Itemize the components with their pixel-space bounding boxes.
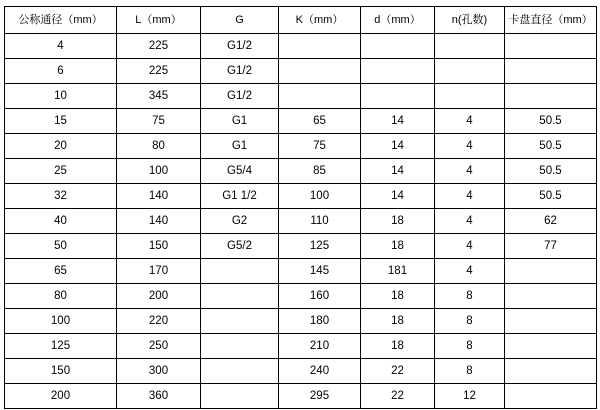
- column-header-flange-diameter: 卡盘直径（mm）: [505, 7, 597, 34]
- cell-nominal-diameter: 25: [5, 159, 117, 184]
- cell-d: 18: [361, 284, 435, 309]
- cell-k: 110: [279, 209, 361, 234]
- cell-k: [279, 34, 361, 59]
- cell-nominal-diameter: 32: [5, 184, 117, 209]
- cell-d: 181: [361, 259, 435, 284]
- table-row: [5, 359, 597, 384]
- cell-thread: G5/2: [201, 234, 279, 259]
- cell-nominal-diameter: 50: [5, 234, 117, 259]
- table-row: [5, 34, 597, 59]
- cell-d: 18: [361, 234, 435, 259]
- cell-k: 100: [279, 184, 361, 209]
- cell-thread: [201, 384, 279, 409]
- cell-k: 180: [279, 309, 361, 334]
- cell-thread: [201, 284, 279, 309]
- cell-nominal-diameter: 15: [5, 109, 117, 134]
- cell-nominal-diameter: 200: [5, 384, 117, 409]
- cell-thread: G2: [201, 209, 279, 234]
- cell-flange-diameter: [505, 334, 597, 359]
- table-row: [5, 134, 597, 159]
- column-header-length: L（mm）: [117, 7, 201, 34]
- cell-flange-diameter: 50.5: [505, 184, 597, 209]
- cell-length: 300: [117, 359, 201, 384]
- cell-d: [361, 84, 435, 109]
- cell-hole-count: 4: [435, 159, 505, 184]
- cell-thread: [201, 334, 279, 359]
- cell-hole-count: 4: [435, 209, 505, 234]
- cell-nominal-diameter: 100: [5, 309, 117, 334]
- cell-k: 75: [279, 134, 361, 159]
- cell-nominal-diameter: 125: [5, 334, 117, 359]
- table-row: [5, 59, 597, 84]
- cell-length: 225: [117, 34, 201, 59]
- cell-k: 65: [279, 109, 361, 134]
- cell-hole-count: 4: [435, 109, 505, 134]
- cell-nominal-diameter: 20: [5, 134, 117, 159]
- cell-d: 14: [361, 109, 435, 134]
- cell-flange-diameter: [505, 34, 597, 59]
- cell-length: 250: [117, 334, 201, 359]
- cell-flange-diameter: [505, 59, 597, 84]
- cell-nominal-diameter: 150: [5, 359, 117, 384]
- cell-flange-diameter: 62: [505, 209, 597, 234]
- table-row: [5, 84, 597, 109]
- table-header-row: [5, 7, 597, 34]
- cell-k: 145: [279, 259, 361, 284]
- cell-hole-count: [435, 34, 505, 59]
- cell-thread: G1/2: [201, 34, 279, 59]
- cell-thread: G1: [201, 134, 279, 159]
- cell-k: [279, 59, 361, 84]
- cell-length: 140: [117, 184, 201, 209]
- column-header-k: K（mm）: [279, 7, 361, 34]
- cell-hole-count: 4: [435, 234, 505, 259]
- table-row: [5, 309, 597, 334]
- cell-thread: [201, 259, 279, 284]
- cell-hole-count: [435, 84, 505, 109]
- cell-d: 18: [361, 334, 435, 359]
- cell-nominal-diameter: 4: [5, 34, 117, 59]
- cell-nominal-diameter: 10: [5, 84, 117, 109]
- cell-flange-diameter: 50.5: [505, 109, 597, 134]
- cell-thread: G1 1/2: [201, 184, 279, 209]
- cell-thread: G1/2: [201, 59, 279, 84]
- table-row: [5, 209, 597, 234]
- cell-length: 80: [117, 134, 201, 159]
- column-header-hole-count: n(孔数): [435, 7, 505, 34]
- cell-flange-diameter: [505, 384, 597, 409]
- table-row: [5, 384, 597, 409]
- cell-flange-diameter: [505, 309, 597, 334]
- cell-length: 150: [117, 234, 201, 259]
- table-row: [5, 284, 597, 309]
- cell-length: 100: [117, 159, 201, 184]
- table-row: [5, 259, 597, 284]
- cell-length: 225: [117, 59, 201, 84]
- cell-flange-diameter: 50.5: [505, 134, 597, 159]
- cell-nominal-diameter: 6: [5, 59, 117, 84]
- table-row: [5, 334, 597, 359]
- cell-nominal-diameter: 80: [5, 284, 117, 309]
- cell-hole-count: 8: [435, 309, 505, 334]
- table-row: [5, 159, 597, 184]
- cell-length: 220: [117, 309, 201, 334]
- cell-flange-diameter: [505, 284, 597, 309]
- cell-d: 22: [361, 384, 435, 409]
- cell-length: 200: [117, 284, 201, 309]
- cell-length: 345: [117, 84, 201, 109]
- cell-flange-diameter: [505, 259, 597, 284]
- column-header-d: d（mm）: [361, 7, 435, 34]
- cell-hole-count: 4: [435, 259, 505, 284]
- cell-hole-count: [435, 59, 505, 84]
- cell-d: 14: [361, 184, 435, 209]
- cell-k: 85: [279, 159, 361, 184]
- column-header-thread: G: [201, 7, 279, 34]
- cell-d: 18: [361, 309, 435, 334]
- cell-nominal-diameter: 65: [5, 259, 117, 284]
- cell-k: 240: [279, 359, 361, 384]
- cell-hole-count: 4: [435, 184, 505, 209]
- cell-d: 22: [361, 359, 435, 384]
- cell-thread: G1/2: [201, 84, 279, 109]
- table-row: [5, 184, 597, 209]
- cell-d: 14: [361, 159, 435, 184]
- cell-thread: G5/4: [201, 159, 279, 184]
- cell-k: 295: [279, 384, 361, 409]
- cell-d: 14: [361, 134, 435, 159]
- cell-flange-diameter: [505, 84, 597, 109]
- cell-flange-diameter: 50.5: [505, 159, 597, 184]
- cell-length: 140: [117, 209, 201, 234]
- specification-table: [4, 6, 597, 409]
- cell-k: 210: [279, 334, 361, 359]
- cell-hole-count: 12: [435, 384, 505, 409]
- cell-flange-diameter: 77: [505, 234, 597, 259]
- cell-k: 160: [279, 284, 361, 309]
- table-row: [5, 234, 597, 259]
- cell-length: 360: [117, 384, 201, 409]
- cell-flange-diameter: [505, 359, 597, 384]
- cell-hole-count: 8: [435, 359, 505, 384]
- cell-hole-count: 8: [435, 334, 505, 359]
- cell-thread: G1: [201, 109, 279, 134]
- cell-d: [361, 34, 435, 59]
- cell-d: [361, 59, 435, 84]
- table-header: [5, 7, 597, 34]
- cell-hole-count: 4: [435, 134, 505, 159]
- cell-thread: [201, 309, 279, 334]
- table-body: [5, 34, 597, 409]
- cell-nominal-diameter: 40: [5, 209, 117, 234]
- cell-k: 125: [279, 234, 361, 259]
- cell-d: 18: [361, 209, 435, 234]
- cell-k: [279, 84, 361, 109]
- cell-length: 170: [117, 259, 201, 284]
- cell-thread: [201, 359, 279, 384]
- cell-hole-count: 8: [435, 284, 505, 309]
- table-row: [5, 109, 597, 134]
- column-header-nominal-diameter: 公称通径（mm）: [5, 7, 117, 34]
- cell-length: 75: [117, 109, 201, 134]
